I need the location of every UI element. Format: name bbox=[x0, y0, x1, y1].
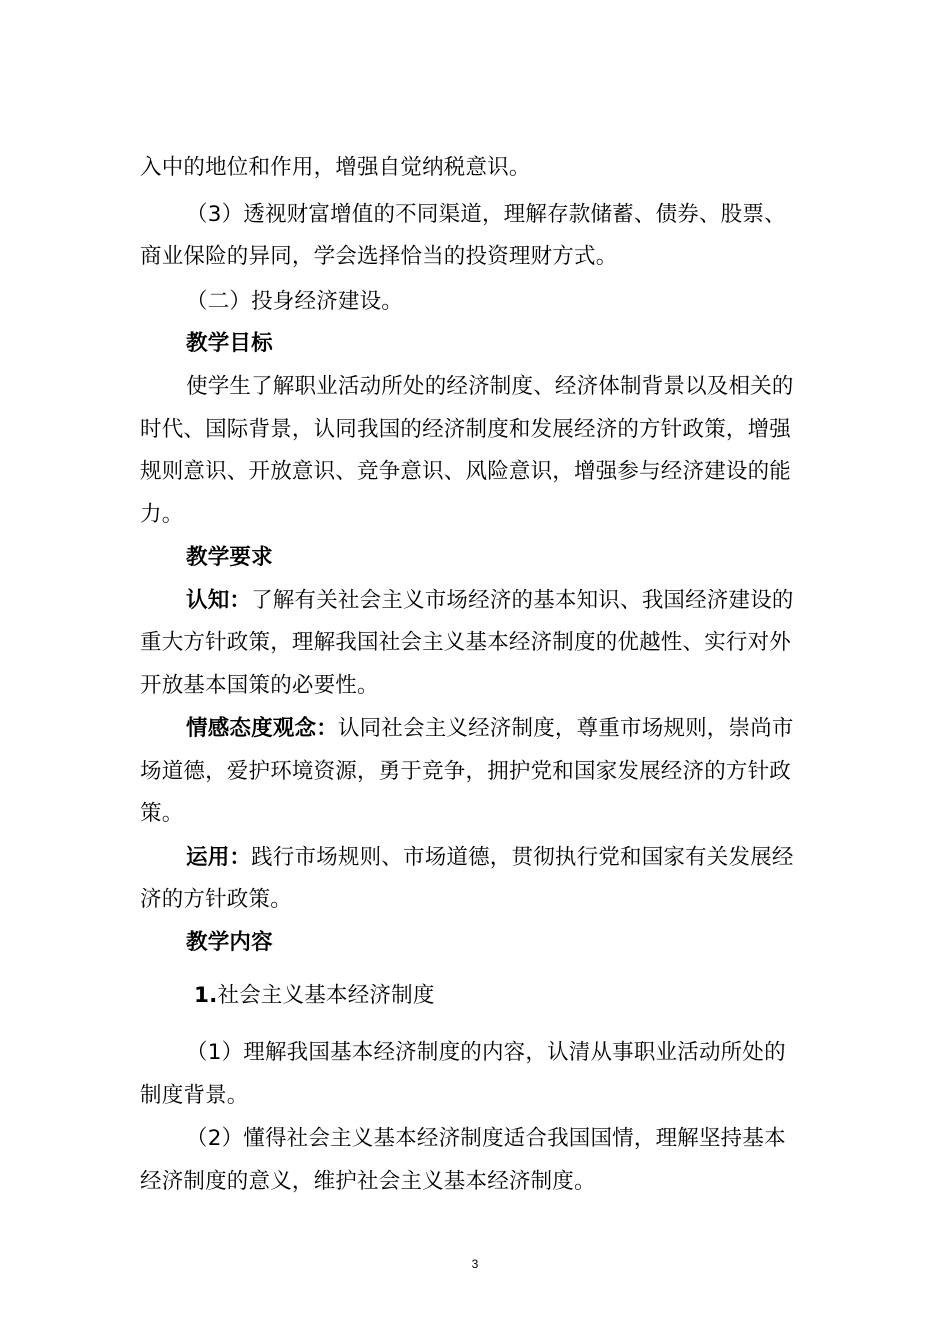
text-line bbox=[140, 242, 617, 272]
text-line bbox=[186, 200, 786, 230]
line-text: 济的方针政策。 bbox=[140, 887, 292, 912]
text-line bbox=[140, 415, 791, 445]
line-text: 入中的地位和作用，增强自觉纳税意识。 bbox=[140, 155, 531, 180]
line-label: 运用： bbox=[186, 845, 252, 870]
section-heading bbox=[186, 543, 273, 573]
line-text: 策。 bbox=[140, 801, 184, 826]
text-line bbox=[140, 885, 292, 915]
text-line bbox=[186, 287, 403, 317]
line-text: （1）理解我国基本经济制度的内容，认清从事职业活动所处的 bbox=[186, 1040, 786, 1065]
line-text: 认同社会主义经济制度，尊重市场规则，崇尚市 bbox=[337, 716, 794, 741]
line-label: 1. bbox=[194, 983, 218, 1008]
line-text: 开放基本国策的必要性。 bbox=[140, 673, 379, 698]
heading-text: 教学内容 bbox=[186, 930, 273, 955]
page-number: 3 bbox=[471, 1257, 479, 1271]
text-line bbox=[186, 1124, 786, 1154]
section-heading bbox=[186, 329, 273, 359]
text-line bbox=[140, 757, 791, 787]
text-line bbox=[194, 981, 435, 1011]
line-label: 认知： bbox=[186, 588, 252, 613]
heading-text: 教学目标 bbox=[186, 331, 273, 356]
text-line bbox=[140, 1081, 249, 1111]
line-text: 重大方针政策，理解我国社会主义基本经济制度的优越性、实行对外 bbox=[140, 630, 792, 655]
line-text: 商业保险的异同，学会选择恰当的投资理财方式。 bbox=[140, 244, 618, 269]
line-text: 经济制度的意义，维护社会主义基本经济制度。 bbox=[140, 1169, 596, 1194]
line-text: 时代、国际背景，认同我国的经济制度和发展经济的方针政策，增强 bbox=[140, 417, 792, 442]
text-line bbox=[186, 1038, 786, 1068]
line-text: 社会主义基本经济制度 bbox=[217, 983, 435, 1008]
text-line bbox=[140, 1167, 596, 1197]
text-line bbox=[186, 843, 794, 873]
line-text: （2）懂得社会主义基本经济制度适合我国国情，理解坚持基本 bbox=[186, 1126, 786, 1151]
line-text: 制度背景。 bbox=[140, 1083, 249, 1108]
line-text: 力。 bbox=[140, 502, 184, 527]
line-text: （二）投身经济建设。 bbox=[186, 289, 404, 314]
line-text: （3）透视财富增值的不同渠道，理解存款储蓄、债券、股票、 bbox=[186, 202, 786, 227]
line-text: 使学生了解职业活动所处的经济制度、经济体制背景以及相关的 bbox=[186, 374, 794, 399]
line-text: 规则意识、开放意识、竞争意识、风险意识，增强参与经济建设的能 bbox=[140, 459, 792, 484]
text-line bbox=[140, 153, 531, 183]
line-text: 了解有关社会主义市场经济的基本知识、我国经济建设的 bbox=[251, 588, 794, 613]
text-line bbox=[140, 628, 791, 658]
text-line bbox=[140, 671, 379, 701]
text-line bbox=[140, 799, 183, 829]
line-text: 践行市场规则、市场道德，贯彻执行党和国家有关发展经 bbox=[251, 845, 794, 870]
line-label: 情感态度观念： bbox=[186, 716, 338, 741]
text-line bbox=[186, 372, 794, 402]
line-text: 场道德，爱护环境资源，勇于竞争，拥护党和国家发展经济的方针政 bbox=[140, 759, 792, 784]
section-heading bbox=[186, 928, 273, 958]
heading-text: 教学要求 bbox=[186, 545, 273, 570]
text-line bbox=[186, 586, 794, 616]
text-line bbox=[140, 500, 183, 530]
text-line bbox=[140, 457, 791, 487]
text-line bbox=[186, 714, 794, 744]
